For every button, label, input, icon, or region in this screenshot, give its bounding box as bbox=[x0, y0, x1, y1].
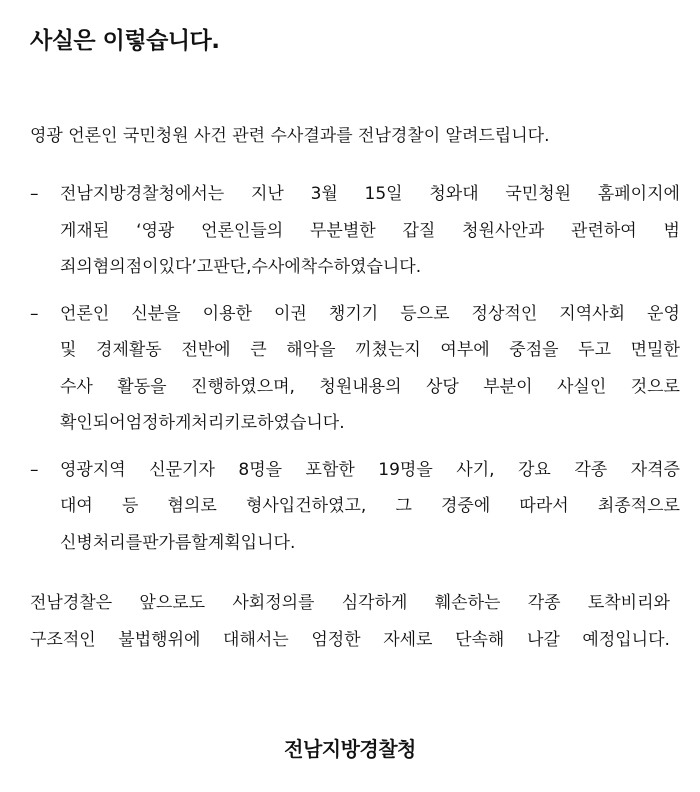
word: 전남지방경찰청에서는 bbox=[60, 184, 225, 204]
word: 면밀한 bbox=[630, 340, 680, 360]
text-line bbox=[60, 525, 680, 562]
text-line bbox=[60, 176, 680, 213]
word: 범 bbox=[663, 220, 680, 241]
word: 나갈 bbox=[526, 629, 560, 650]
text-line bbox=[60, 249, 680, 286]
word: 처리키로 bbox=[191, 413, 258, 433]
text-line bbox=[60, 332, 680, 369]
word: 관련하여 bbox=[571, 220, 637, 241]
word: 8명을 bbox=[238, 459, 283, 480]
word: 판단, bbox=[213, 257, 252, 277]
word: 혐의로 bbox=[167, 496, 217, 516]
word: 수사에 bbox=[251, 257, 301, 277]
word: 최종적으로 bbox=[597, 496, 680, 516]
text-line bbox=[60, 213, 680, 250]
word: 게재된 bbox=[60, 220, 110, 241]
word: 예정입니다. bbox=[582, 629, 670, 650]
page-title: 사실은 이렇습니다. bbox=[30, 28, 220, 54]
text-line bbox=[30, 622, 670, 659]
word: 챙기기 bbox=[328, 303, 379, 324]
word: 19명을 bbox=[378, 459, 433, 480]
word: 경제활동 bbox=[96, 340, 162, 360]
bullet-text bbox=[60, 296, 680, 442]
word: 것으로 bbox=[630, 376, 680, 397]
word: 3월 bbox=[310, 184, 338, 204]
word: 확인되어 bbox=[60, 413, 126, 433]
word: 포함한 bbox=[305, 459, 355, 480]
word: 언론인 bbox=[60, 303, 110, 324]
word: 훼손하는 bbox=[434, 593, 501, 613]
text-line bbox=[60, 405, 680, 442]
word: 구조적인 bbox=[30, 629, 96, 650]
bullet-item bbox=[30, 296, 680, 442]
word: 청원내용의 bbox=[319, 376, 402, 397]
word: 착수하였습니다. bbox=[300, 257, 422, 277]
word: 하였습니다. bbox=[257, 413, 345, 433]
word: 대여 bbox=[60, 496, 93, 516]
word: 부분이 bbox=[483, 376, 533, 397]
word: 해악을 bbox=[286, 340, 336, 360]
word: 불법행위에 bbox=[118, 629, 201, 650]
signature: 전남지방경찰청 bbox=[284, 737, 416, 761]
text-line bbox=[30, 585, 670, 622]
word: 전남경찰은 bbox=[30, 593, 113, 613]
word: 상당 bbox=[425, 376, 459, 397]
word: 사기, bbox=[456, 459, 495, 480]
word: 홈페이지에 bbox=[597, 184, 680, 204]
word: 신분을 bbox=[131, 303, 181, 324]
word: 두고 bbox=[578, 340, 612, 360]
word: 중점을 bbox=[509, 340, 559, 360]
word: 무분별한 bbox=[310, 220, 376, 241]
word: 정상적인 bbox=[471, 303, 538, 324]
word: 자세로 bbox=[383, 629, 433, 650]
word: 엄정하게 bbox=[125, 413, 192, 433]
closing-paragraph bbox=[30, 585, 670, 658]
word: 그 bbox=[395, 496, 412, 516]
bullet-marker: – bbox=[30, 459, 39, 480]
word: 언론인들의 bbox=[201, 220, 284, 241]
word: 15일 bbox=[364, 184, 403, 204]
word: 여부에 bbox=[440, 340, 490, 360]
word: 끼쳤는지 bbox=[355, 340, 421, 360]
intro-paragraph: 영광 언론인 국민청원 사건 관련 수사결과를 전남경찰이 알려드립니다. bbox=[30, 126, 550, 146]
text-line bbox=[60, 488, 680, 525]
word: 각종 bbox=[574, 459, 608, 480]
bullet-item bbox=[30, 452, 680, 562]
word: 대해서는 bbox=[223, 629, 289, 650]
bullet-text bbox=[60, 452, 680, 562]
word: 심각하게 bbox=[341, 593, 408, 613]
text-line bbox=[60, 369, 680, 406]
word: 사실인 bbox=[556, 376, 607, 397]
word: 이용한 bbox=[202, 303, 252, 324]
word: 이권 bbox=[273, 303, 307, 324]
word: 진행하였으며, bbox=[191, 376, 295, 397]
bullet-list bbox=[30, 176, 680, 571]
word: 계획입니다. bbox=[207, 532, 296, 553]
word: 영광지역 bbox=[60, 459, 126, 480]
word: 청원사안과 bbox=[462, 220, 545, 241]
word: 국민청원 bbox=[505, 184, 572, 204]
word: 신문기자 bbox=[149, 459, 215, 480]
word: 경중에 bbox=[441, 496, 491, 516]
word: 사회정의를 bbox=[232, 593, 315, 613]
word: 지역사회 bbox=[559, 303, 625, 324]
bullet-item bbox=[30, 176, 680, 286]
word: 큰 bbox=[250, 340, 267, 360]
word: 있다’고 bbox=[158, 257, 214, 277]
word: 엄정한 bbox=[311, 629, 361, 650]
word: 판가름할 bbox=[142, 532, 208, 553]
word: 및 bbox=[60, 340, 77, 360]
word: 앞으로도 bbox=[139, 593, 206, 613]
word: 단속해 bbox=[455, 629, 505, 650]
word: 등 bbox=[121, 496, 139, 516]
word: 청와대 bbox=[429, 184, 479, 204]
word: 자격증 bbox=[630, 459, 680, 480]
word: 지난 bbox=[250, 184, 284, 204]
bullet-marker: – bbox=[30, 303, 39, 324]
word: 따라서 bbox=[519, 496, 569, 516]
word: 각종 bbox=[527, 593, 561, 613]
text-line bbox=[60, 296, 680, 333]
bullet-marker: – bbox=[30, 184, 39, 204]
word: 수사 bbox=[60, 376, 93, 397]
word: 등으로 bbox=[400, 303, 450, 324]
word: ‘영광 bbox=[136, 220, 175, 241]
word: 활동을 bbox=[117, 376, 167, 397]
word: 강요 bbox=[518, 459, 551, 480]
word: 갑질 bbox=[402, 220, 436, 241]
bullet-text bbox=[60, 176, 680, 286]
word: 혐의점이 bbox=[92, 257, 159, 277]
word: 토착비리와 bbox=[587, 593, 670, 613]
word: 운영 bbox=[647, 303, 680, 324]
text-line bbox=[60, 452, 680, 489]
word: 전반에 bbox=[181, 340, 231, 360]
word: 신병처리를 bbox=[60, 532, 143, 553]
word: 죄의 bbox=[60, 257, 93, 277]
word: 형사입건하였고, bbox=[245, 496, 367, 516]
